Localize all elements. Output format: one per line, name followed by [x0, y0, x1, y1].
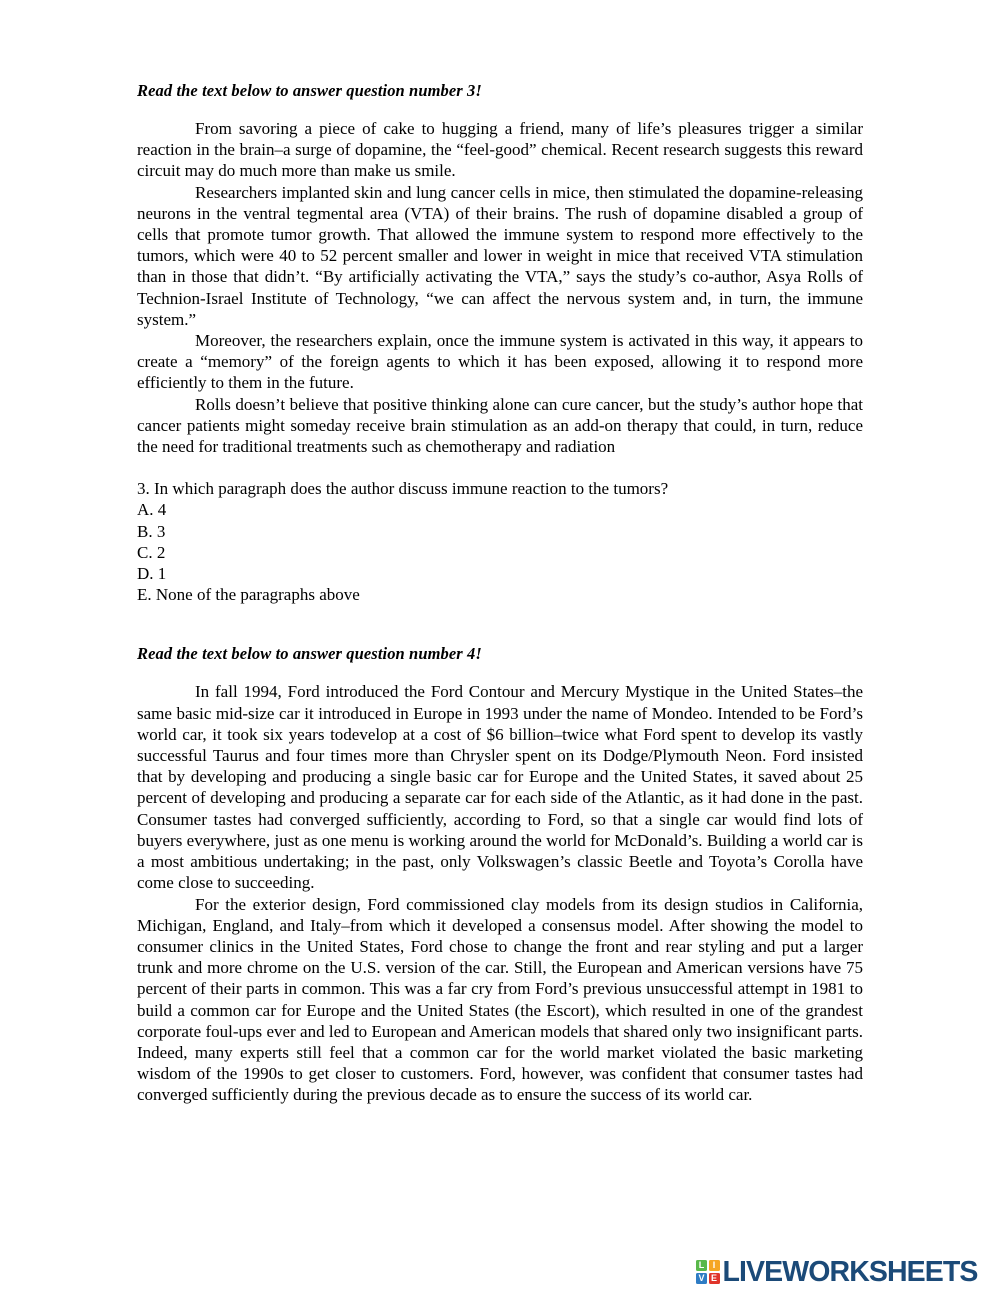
- question-3-option-c[interactable]: C. 2: [137, 542, 166, 562]
- logo-tile-v: V: [696, 1273, 707, 1284]
- question-3-option-a[interactable]: A. 4: [137, 500, 167, 520]
- logo-tile-l: L: [696, 1260, 707, 1271]
- worksheet-content: [137, 80, 863, 1106]
- passage-4-paragraph-1: In fall 1994, Ford introduced the Ford Contour and Mercury Mystique in the United States–the same basic mid-size car it introduced in Europe in 1993 under the name of Mondeo. Intended to be Ford’s world car, it took six years todevelop at a cost of $6 billion–twice what Ford spent to develop its vastly successful Taurus and four times more than Chrysler spent on its Dodge/Plymouth Neon. Ford insisted that by developing and producing a single basic car for Europe and the United States, it saved about 25 percent of developing and producing a separate car for each side of the Atlantic, as it had done in the past. Consumer tastes had converged sufficiently, according to Ford, so that a single car would find lots of buyers everywhere, just as one menu is working around the world for McDonald’s. Building a world car is a most ambitious undertaking; in the past, only Volkswagen’s classic Beetle and Toyota’s Corolla have come close to succeeding.: [137, 682, 863, 893]
- liveworksheets-logo[interactable]: [696, 1257, 978, 1287]
- reading-section-3: [137, 80, 863, 605]
- spacer: [137, 457, 863, 478]
- passage-3-paragraph-2: Researchers implanted skin and lung cancer cells in mice, then stimulated the dopamine-releasing neurons in the ventral tegmental area (VTA) of their brains. The rush of dopamine disabled a group of cells that promote tumor growth. That allowed the immune system to respond more effectively to the tumors, which were 40 to 52 percent smaller and lower in weight in mice that received VTA stimulation than in those that didn’t. “By artificially activating the VTA,” says the study’s co-author, Asya Rolls of Technion-Israel Institute of Technology, “we can affect the nervous system and, in turn, the immune system.”: [137, 182, 863, 329]
- passage-3-paragraph-3: Moreover, the researchers explain, once the immune system is activated in this way, it appears to create a “memory” of the foreign agents to which it has been exposed, allowing it to respond more efficiently to them in the future.: [137, 331, 863, 393]
- spacer: [137, 605, 863, 643]
- question-3-prompt: 3. In which paragraph does the author discuss immune reaction to the tumors?: [137, 479, 669, 499]
- spacer: [137, 664, 863, 681]
- logo-tile-e: E: [709, 1273, 720, 1284]
- section-heading-3: Read the text below to answer question number 3!: [137, 81, 482, 100]
- reading-section-4: [137, 643, 863, 1105]
- section-heading-4: Read the text below to answer question number 4!: [137, 644, 482, 664]
- passage-3-paragraph-1: From savoring a piece of cake to hugging a friend, many of life’s pleasures trigger a similar reaction in the brain–a surge of dopamine, the “feel-good” chemical. Recent research suggests this reward circuit may do much more than make us smile.: [137, 119, 863, 181]
- passage-3-paragraph-4: Rolls doesn’t believe that positive thinking alone can cure cancer, but the study’s author hope that cancer patients might someday receive brain stimulation as an add-on therapy that could, in turn, reduce the need for traditional treatments such as chemotherapy and radiation: [137, 394, 863, 457]
- passage-4-paragraph-2: For the exterior design, Ford commissioned clay models from its design studios in California, Michigan, England, and Italy–from which it developed a consensus model. After showing the model to consumer clinics in the United States, Ford chose to change the front and rear styling and put a larger trunk and more chrome on the U.S. version of the car. Still, the European and American versions have 75 percent of their parts in common. This was a far cry from Ford’s previous unsuccessful attempt in 1981 to build a common car for Europe and the United States (the Escort), which resulted in one of the grandest corporate foul-ups ever and led to European and American models that shared only two insignificant parts. Indeed, many experts still feel that a common car for the world market violated the basic marketing wisdom of the 1990s to get closer to customers. Ford, however, was confident that consumer tastes had converged sufficiently during the previous decade as to ensure the success of its world car.: [137, 894, 863, 1105]
- spacer: [137, 101, 863, 118]
- question-3-option-d[interactable]: D. 1: [137, 564, 167, 584]
- liveworksheets-wordmark: LIVEWORKSHEETS: [722, 1256, 978, 1288]
- question-3-option-e[interactable]: E. None of the paragraphs above: [137, 585, 360, 605]
- logo-tile-i: I: [709, 1260, 720, 1271]
- liveworksheets-logo-mark-icon: [696, 1260, 720, 1284]
- question-3-option-b[interactable]: B. 3: [137, 521, 166, 541]
- question-3-block: [137, 478, 863, 605]
